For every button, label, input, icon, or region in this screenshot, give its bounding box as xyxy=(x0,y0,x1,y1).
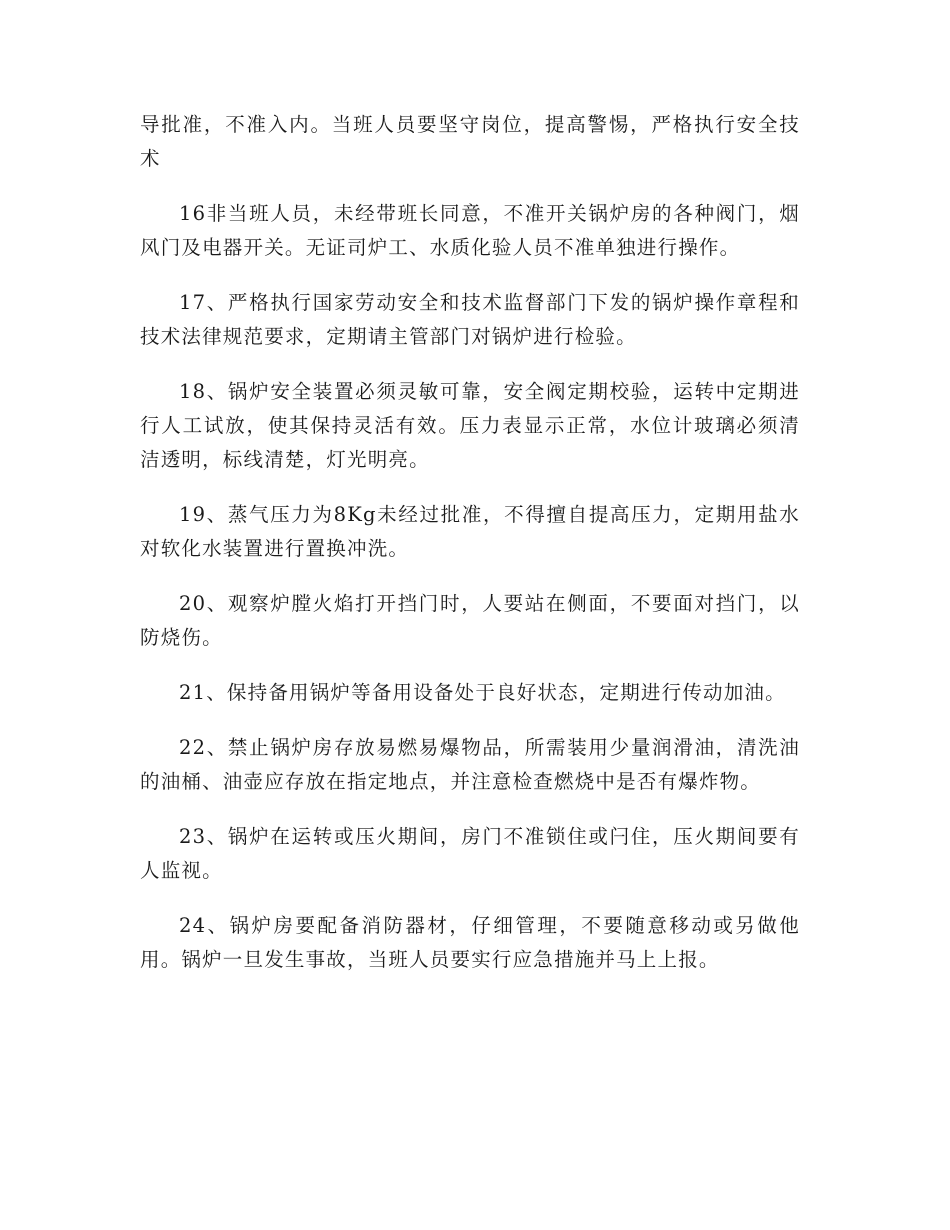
paragraph-item-19: 19、蒸气压力为8Kg未经过批准，不得擅自提高压力，定期用盐水对软化水装置进行置换冲洗。 xyxy=(140,503,800,560)
paragraph-item-20: 20、观察炉膛火焰打开挡门时，人要站在侧面，不要面对挡门，以防烧伤。 xyxy=(140,592,800,649)
paragraph-item-21: 21、保持备用锅炉等备用设备处于良好状态，定期进行传动加油。 xyxy=(179,681,786,704)
paragraph-item-23: 23、锅炉在运转或压火期间，房门不准锁住或闩住，压火期间要有人监视。 xyxy=(140,825,800,882)
paragraph-item-18: 18、锅炉安全装置必须灵敏可靠，安全阀定期校验，运转中定期进行人工试放，使其保持灵活有效。压力表显示正常，水位计玻璃必须清洁透明，标线清楚，灯光明亮。 xyxy=(140,380,800,471)
paragraph-item-17: 17、严格执行国家劳动安全和技术监督部门下发的锅炉操作章程和技术法律规范要求，定期请主管部门对锅炉进行检验。 xyxy=(140,291,800,348)
paragraph-item-16: 16非当班人员，未经带班长同意，不准开关锅炉房的各种阀门，烟风门及电器开关。无证司炉工、水质化验人员不准单独进行操作。 xyxy=(140,202,800,259)
paragraph-item-22: 22、禁止锅炉房存放易燃易爆物品，所需装用少量润滑油，清洗油的油桶、油壶应存放在指定地点，并注意检查燃烧中是否有爆炸物。 xyxy=(140,736,800,793)
document-body xyxy=(140,108,800,977)
paragraph-continuation: 导批准，不准入内。当班人员要坚守岗位，提高警惕，严格执行安全技术 xyxy=(140,113,800,170)
paragraph-item-24: 24、锅炉房要配备消防器材，仔细管理，不要随意移动或另做他用。锅炉一旦发生事故，当班人员要实行应急措施并马上上报。 xyxy=(140,914,800,971)
